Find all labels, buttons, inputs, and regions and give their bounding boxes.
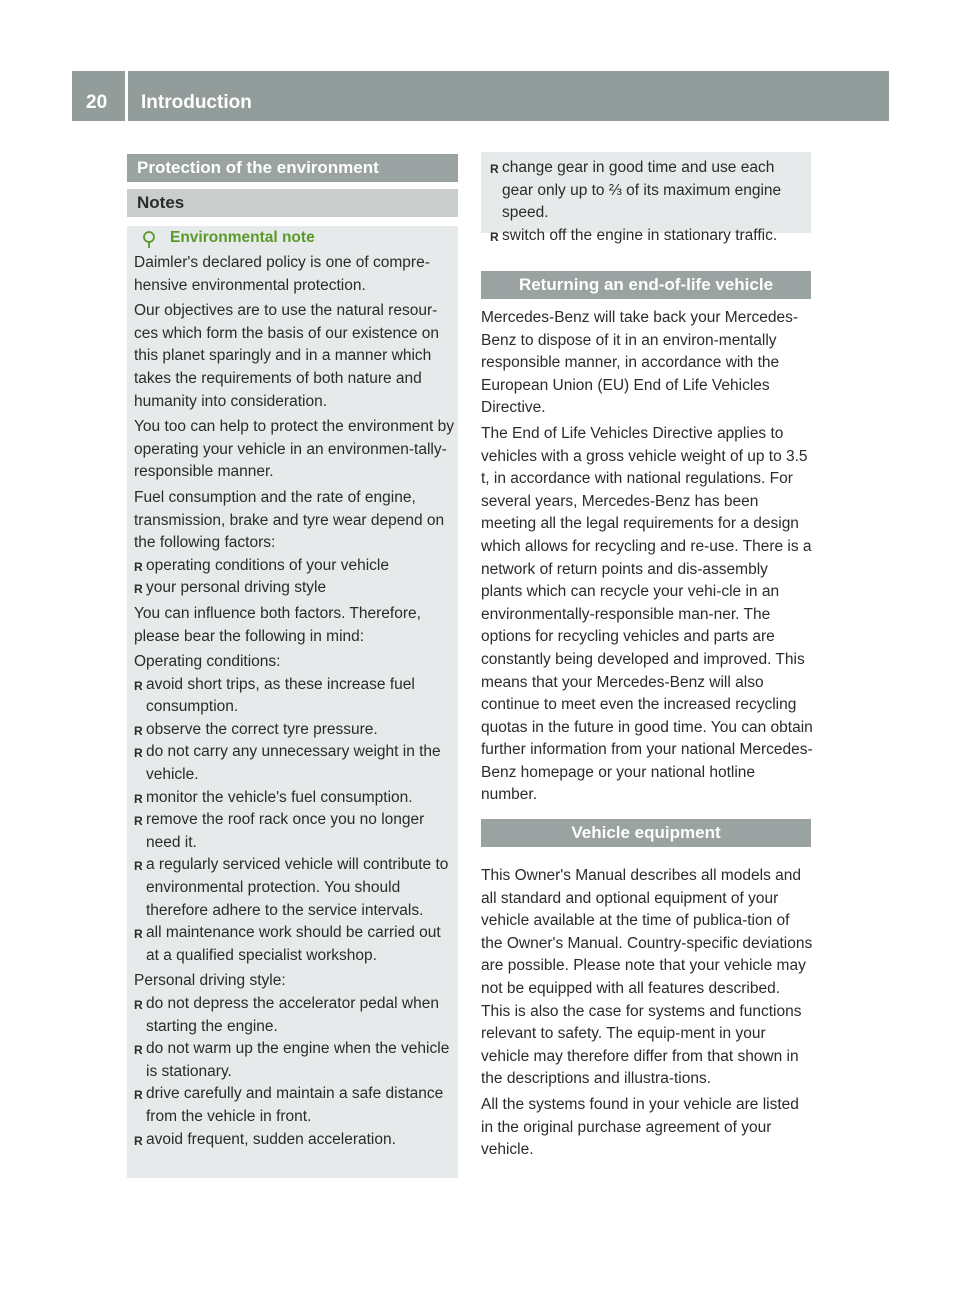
list-item: R do not carry any unnecessary weight in the vehicle.: [134, 741, 456, 786]
note-paragraph: You too can help to protect the environment by operating your vehicle in an environmen-tally-responsible manner.: [134, 418, 454, 481]
paragraph: The End of Life Vehicles Directive applies to vehicles with a gross vehicle weight of up to 3.5 t, in accordance with national regulations. For several years, Mercedes-Benz has been meeting all the legal requirements for a design which allows for recycling and re-use. There is a network of return points and dis-assembly plants which can recycle your vehi-cle in an environmentally-responsible man-ner. The options for recycling vehicles and parts are constantly being developed and improved. This means that your Mercedes-Benz will also continue to meet even the increased recycling quotas in the future in good time. You can obtain further information from your national Mercedes-Benz homepage or your national hotline number.: [481, 424, 813, 804]
list-item: R avoid short trips, as these increase fuel consumption.: [134, 674, 456, 719]
operating-conditions-label: Operating conditions:: [134, 653, 281, 671]
list-item: R your personal driving style: [134, 577, 456, 600]
note-continuation: [490, 157, 808, 247]
list-item: R observe the correct tyre pressure.: [134, 719, 456, 742]
list-item: R switch off the engine in stationary traffic.: [490, 225, 808, 248]
section-title-environment: Protection of the environment: [127, 154, 458, 182]
note-paragraph: Fuel consumption and the rate of engine, transmission, brake and tyre wear depend on the following factors:: [134, 488, 445, 552]
page-number: 20: [86, 92, 108, 113]
section-title-end-of-life: Returning an end-of-life vehicle: [481, 271, 811, 299]
paragraph: All the systems found in your vehicle are listed in the original purchase agreement of your vehicle.: [481, 1095, 799, 1159]
note-paragraph: You can influence both factors. Therefore, please bear the following in mind:: [134, 604, 421, 645]
page-title: Introduction: [141, 92, 252, 113]
note-title: Environmental note: [170, 229, 315, 246]
note-paragraph: Daimler's declared policy is one of compre-hensive environmental protection.: [134, 254, 430, 294]
equipment-body: [481, 865, 813, 1162]
list-item: R operating conditions of your vehicle: [134, 555, 456, 578]
list-item: R avoid frequent, sudden acceleration.: [134, 1129, 456, 1152]
end-of-life-body: [481, 307, 813, 807]
list-item: R remove the roof rack once you no longer need it.: [134, 809, 456, 854]
section-title-notes: Notes: [127, 189, 458, 217]
list-item: R monitor the vehicle's fuel consumption.: [134, 787, 456, 810]
list-item: R drive carefully and maintain a safe distance from the vehicle in front.: [134, 1083, 456, 1128]
list-item: R all maintenance work should be carried out at a qualified specialist workshop.: [134, 922, 456, 967]
note-body: [134, 252, 456, 1151]
paragraph: Mercedes-Benz will take back your Mercedes-Benz to dispose of it in an environ-mentally responsible manner, in accordance with the European Union (EU) End of Life Vehicles Directive.: [481, 309, 799, 417]
list-item: R change gear in good time and use each gear only up to ⅔ of its maximum engine speed.: [490, 157, 808, 225]
list-item: R do not depress the accelerator pedal when starting the engine.: [134, 993, 456, 1038]
header-divider: [125, 71, 128, 121]
section-title-equipment: Vehicle equipment: [481, 819, 811, 847]
driving-style-label: Personal driving style:: [134, 972, 286, 990]
lightbulb-icon: [141, 231, 157, 249]
paragraph: This Owner's Manual describes all models and all standard and optional equipment of your vehicle available at the time of publica-tion of the Owner's Manual. Country-specific deviations are possible. Please note that your vehicle may not be equipped with all features described. This is also the case for systems and functions relevant to safety. The equip-ment in your vehicle may therefore differ from that shown in the descriptions and illustra-tions.: [481, 867, 813, 1088]
list-item: R do not warm up the engine when the vehicle is stationary.: [134, 1038, 456, 1083]
note-paragraph: Our objectives are to use the natural resour-ces which form the basis of our existence on this planet sparingly and in a manner which takes the requirements of both nature and humanity into consideration.: [134, 302, 439, 410]
list-item: R a regularly serviced vehicle will contribute to environmental protection. You should therefore adhere to the service intervals.: [134, 854, 456, 922]
